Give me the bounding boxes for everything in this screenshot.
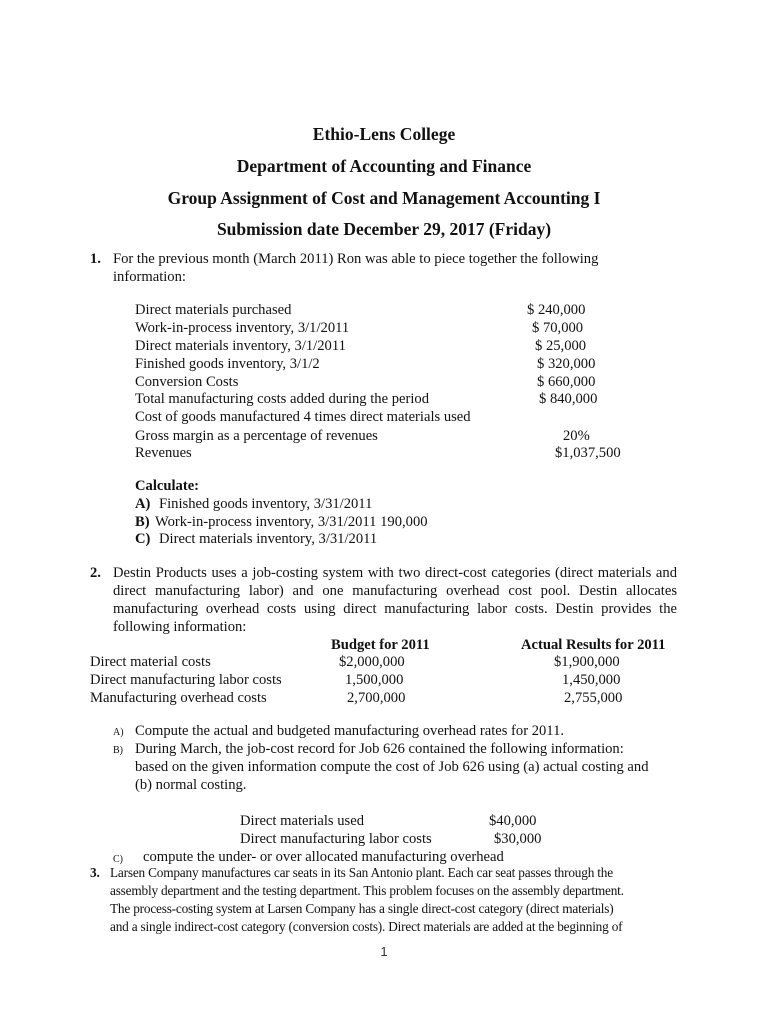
- calculate-heading: Calculate:: [135, 478, 200, 494]
- item-label: Direct materials inventory, 3/1/2011: [135, 338, 346, 354]
- item-value: $ 840,000: [539, 391, 598, 407]
- task-letter: B): [113, 745, 123, 756]
- question-number: 3.: [90, 865, 100, 880]
- task-letter: A): [135, 496, 151, 512]
- cell: 1,500,000: [345, 672, 404, 688]
- task-letter: C): [135, 531, 151, 547]
- item-value: 20%: [563, 428, 590, 444]
- question-text-line: The process-costing system at Larsen Company has a single direct-cost category (direct materials): [110, 901, 614, 916]
- task-text: based on the given information compute the cost of Job 626 using (a) actual costing and: [135, 759, 649, 775]
- task-text: compute the under- or over allocated manufacturing overhead: [143, 849, 504, 865]
- question-intro: information:: [113, 269, 186, 285]
- cell: $2,000,000: [339, 654, 405, 670]
- question-intro: Destin Products uses a job-costing system with two direct-cost categories (direct materials and direct manufacturing labor) and one manufacturing overhead cost pool. Destin allocates manufacturing overhead costs using direct manufacturing labor costs. Destin provides the following information:: [113, 565, 677, 635]
- item-value: $1,037,500: [555, 445, 621, 461]
- job-item-label: Direct materials used: [240, 813, 364, 829]
- item-label: Work-in-process inventory, 3/1/2011: [135, 320, 350, 336]
- question-text-line: and a single indirect-cost category (conversion costs). Direct materials are added at the beginning of: [110, 919, 623, 934]
- item-label: Gross margin as a percentage of revenues: [135, 428, 378, 444]
- column-header: Budget for 2011: [331, 637, 430, 653]
- department-name: Department of Accounting and Finance: [236, 156, 532, 176]
- row-label: Direct material costs: [90, 654, 211, 670]
- page-number: 1: [380, 944, 388, 959]
- item-value: $ 240,000: [527, 302, 586, 318]
- question-intro: For the previous month (March 2011) Ron was able to piece together the following: [113, 251, 599, 267]
- item-label: Conversion Costs: [135, 374, 239, 390]
- task-text: Work-in-process inventory, 3/31/2011 190,000: [155, 514, 428, 530]
- task-letter: B): [135, 514, 150, 530]
- item-label: Finished goods inventory, 3/1/2: [135, 356, 320, 372]
- task-text: Finished goods inventory, 3/31/2011: [159, 496, 373, 512]
- item-label: Revenues: [135, 445, 192, 461]
- question-text-line: assembly department and the testing department. This problem focuses on the assembly department.: [110, 883, 624, 898]
- row-label: Direct manufacturing labor costs: [90, 672, 282, 688]
- job-item-value: $40,000: [489, 813, 537, 829]
- assignment-title: Group Assignment of Cost and Management Accounting I: [167, 188, 601, 208]
- question-text-line: Larsen Company manufactures car seats in its San Antonio plant. Each car seat passes through the: [110, 865, 613, 880]
- cell: 1,450,000: [562, 672, 621, 688]
- question-number: 1.: [90, 251, 101, 267]
- job-item-value: $30,000: [494, 831, 542, 847]
- item-value: $ 25,000: [535, 338, 587, 354]
- college-name: Ethio-Lens College: [312, 124, 456, 144]
- cell: 2,700,000: [347, 690, 406, 706]
- item-label: Direct materials purchased: [135, 302, 292, 318]
- task-text: (b) normal costing.: [135, 777, 247, 793]
- column-header: Actual Results for 2011: [521, 637, 666, 653]
- task-text: During March, the job-cost record for Job 626 contained the following information:: [135, 741, 624, 757]
- item-value: $ 70,000: [532, 320, 584, 336]
- task-letter: C): [113, 854, 123, 865]
- item-value: $ 320,000: [537, 356, 596, 372]
- task-text: Direct materials inventory, 3/31/2011: [159, 531, 378, 547]
- item-label: Total manufacturing costs added during the period: [135, 391, 430, 407]
- job-item-label: Direct manufacturing labor costs: [240, 831, 432, 847]
- submission-date: Submission date December 29, 2017 (Friday): [216, 219, 552, 239]
- task-letter: A): [113, 727, 124, 738]
- question-number: 2.: [90, 565, 101, 581]
- cell: $1,900,000: [554, 654, 620, 670]
- item-label: Cost of goods manufactured 4 times direct materials used: [135, 409, 471, 425]
- item-value: $ 660,000: [537, 374, 596, 390]
- row-label: Manufacturing overhead costs: [90, 690, 267, 706]
- task-text: Compute the actual and budgeted manufacturing overhead rates for 2011.: [135, 723, 565, 739]
- cell: 2,755,000: [564, 690, 623, 706]
